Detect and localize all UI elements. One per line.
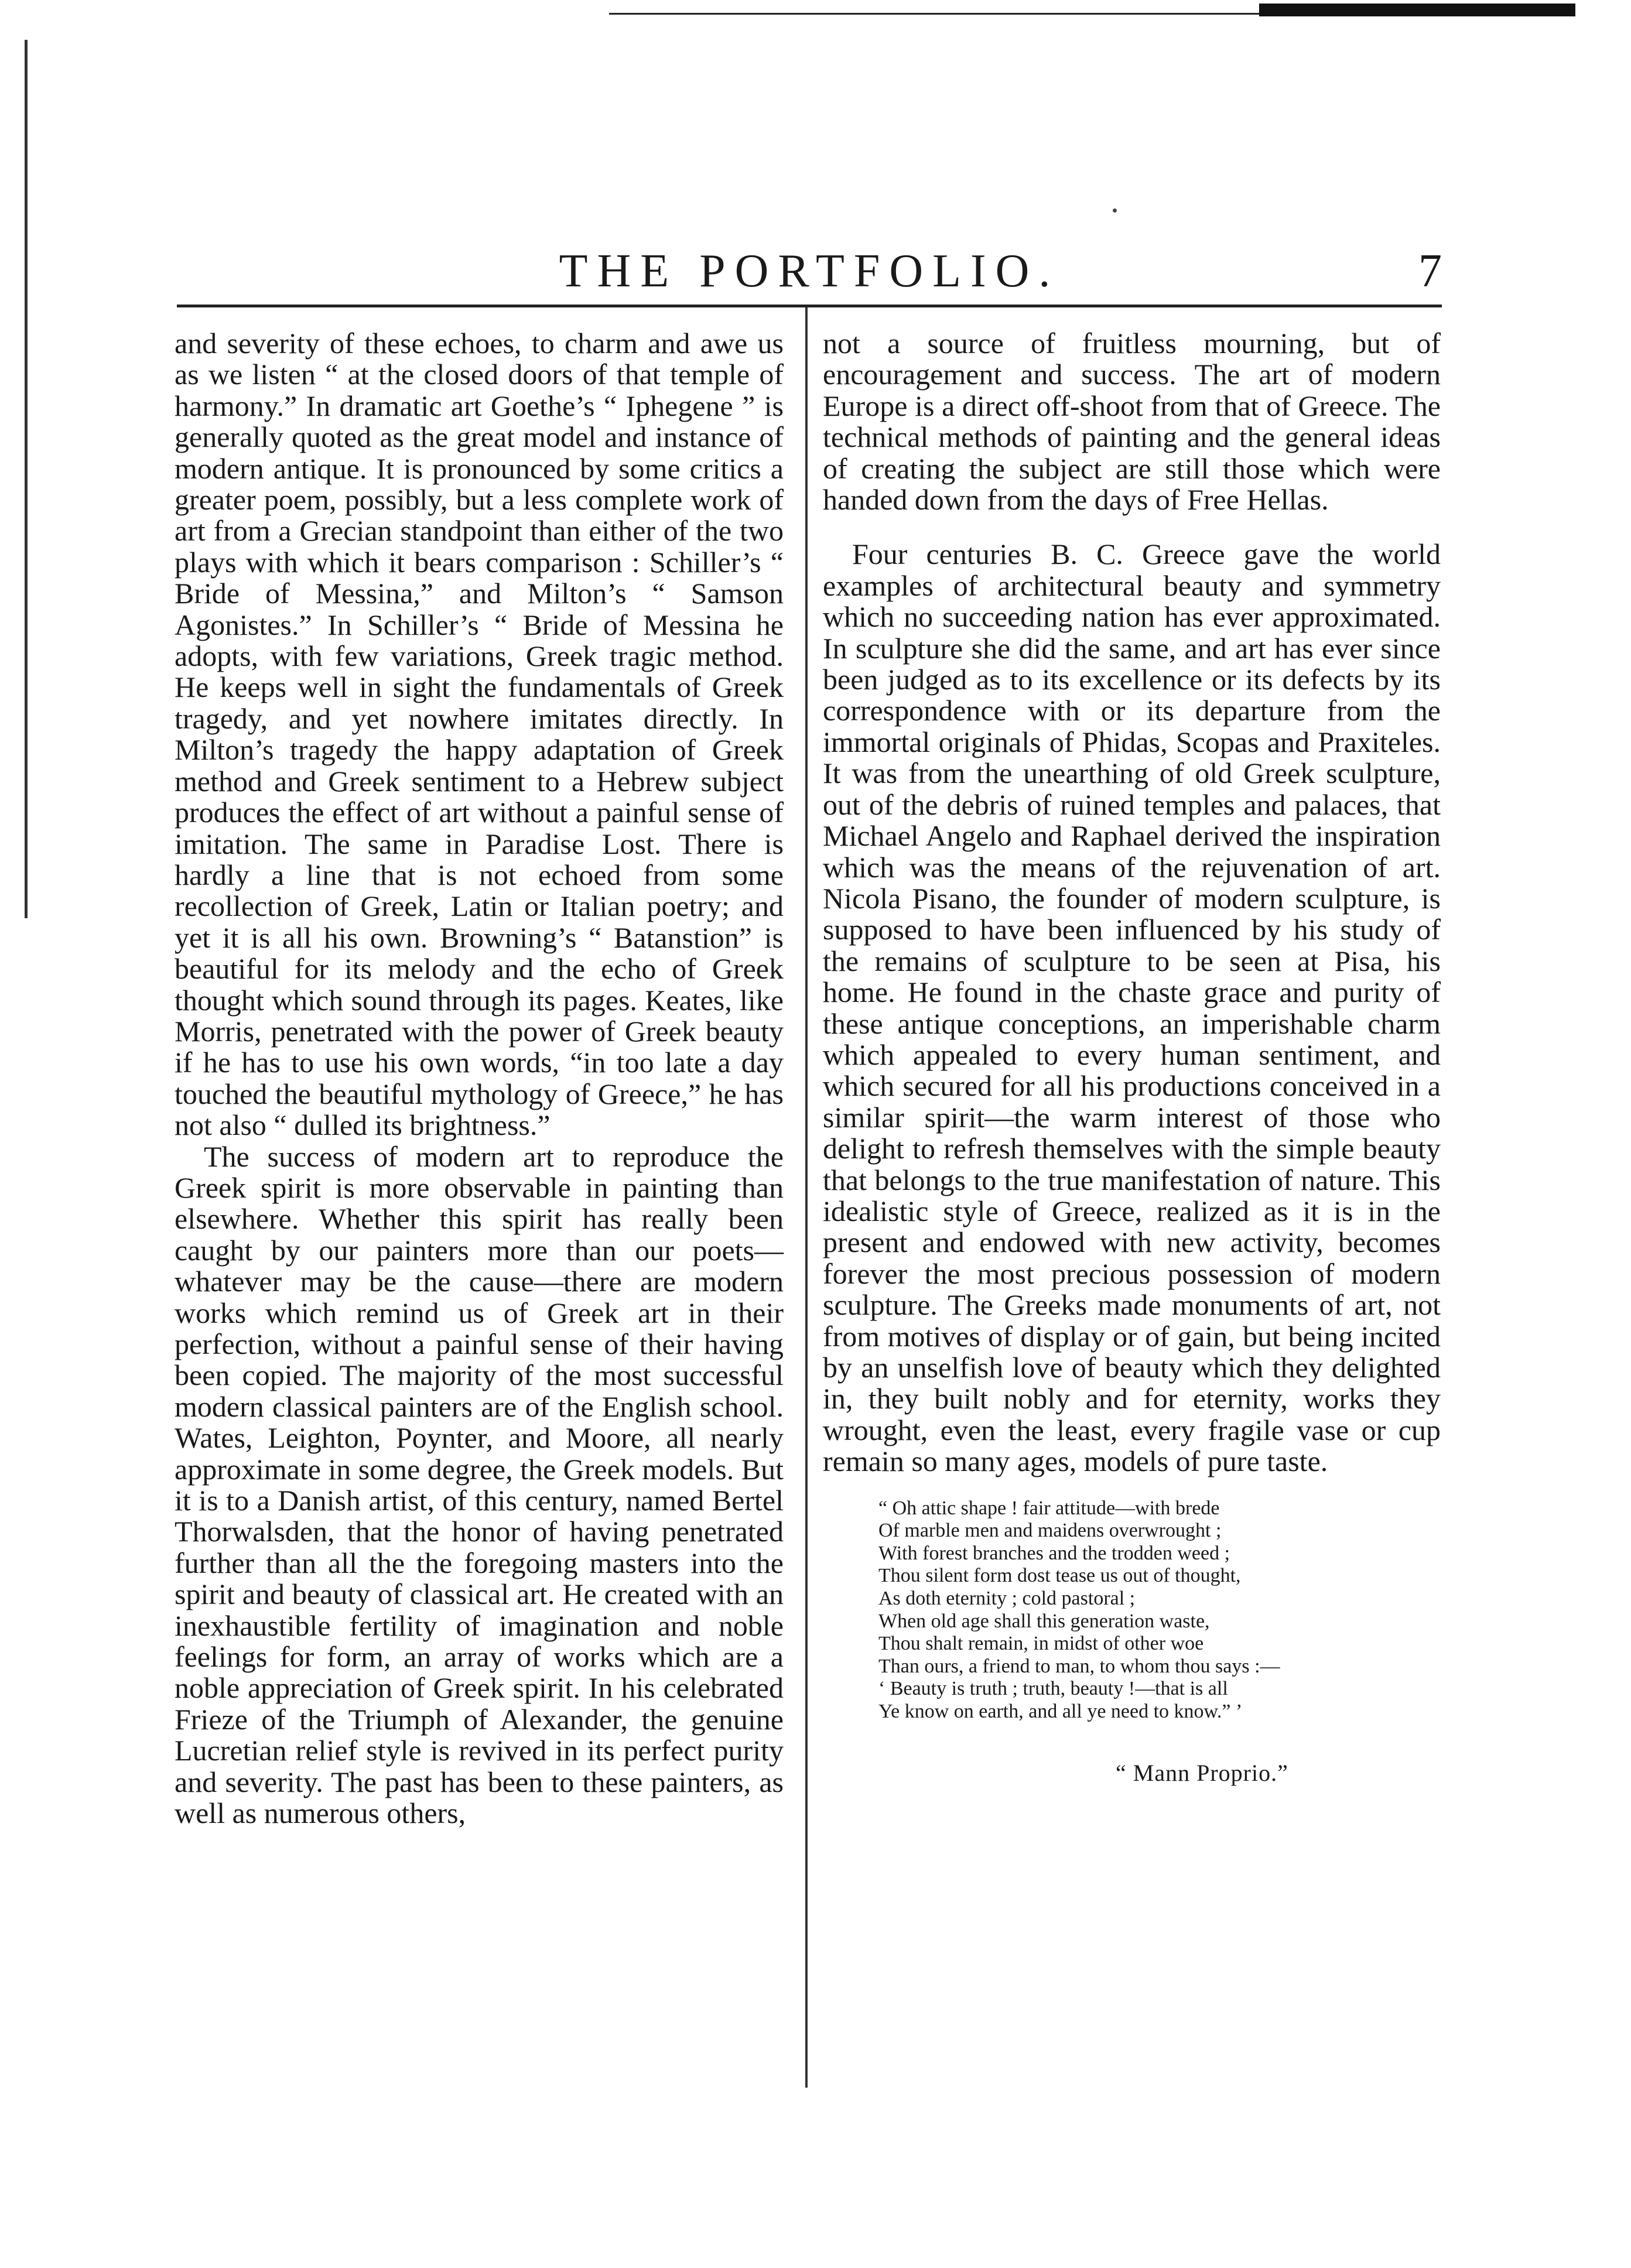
poem-line: “ Oh attic shape ! fair attitude—with brede bbox=[878, 1497, 1220, 1519]
poem-line: Thou shalt remain, in midst of other woe bbox=[878, 1633, 1204, 1655]
right-column bbox=[823, 328, 1441, 1788]
poem-line: Ye know on earth, and all ye need to know.” ’ bbox=[878, 1700, 1243, 1722]
stray-dot bbox=[1113, 208, 1117, 213]
running-title: THE PORTFOLIO. bbox=[559, 245, 1060, 297]
left-margin-mark bbox=[25, 40, 28, 918]
top-border-rule bbox=[609, 4, 1575, 16]
paragraph: The success of modern art to reproduce the Greek spirit is more observable in painting than elsewhere. Whether this spirit has really been caught by our painters more than our poets—whatever may be the cause—there are modern works which remind us of Greek art in their perfection, without a painful sense of their having been copied. The majority of the most successful modern classical painters are of the English school. Wates, Leighton, Poynter, and Moore, all nearly approximate in some degree, the Greek models. But it is to a Danish artist, of this century, named Bertel Thorwalsden, that the honor of having penetrated further than all the the foregoing masters into the spirit and beauty of classical art. He created with an inexhaustible fertility of imagination and noble feelings for form, an array of works which are a noble appreciation of Greek spirit. In his celebrated Frieze of the Triumph of Alexander, the genuine Lucretian relief style is revived in its perfect purity and severity. The past has been to these painters, as well as numerous others, bbox=[175, 1140, 784, 1830]
top-thick-bar bbox=[1259, 4, 1575, 16]
paragraph: and severity of these echoes, to charm and awe us as we listen “ at the closed doors of that temple of harmony.” In dramatic art Goethe’s “ Iphegene ” is generally quoted as the great model and instance of modern antique. It is pronounced by some critics a greater poem, possibly, but a less complete work of art from a Grecian standpoint than either of the two plays with which it bears comparison : Schiller’s “ Bride of Messina,” and Milton’s “ Samson Agonistes.” In Schiller’s “ Bride of Messina he adopts, with few variations, Greek tragic method. He keeps well in sight the fundamentals of Greek tragedy, and yet nowhere imitates directly. In Milton’s tragedy the happy adaptation of Greek method and Greek sentiment to a Hebrew subject produces the effect of art without a painful sense of imitation. The same in Paradise Lost. There is hardly a line that is not echoed from some recollection of Greek, Latin or Italian poetry; and yet it is all his own. Browning’s “ Batanstion” is beautiful for its melody and the echo of Greek thought which sound through its pages. Keates, like Morris, penetrated with the power of Greek beauty if he has to use his own words, “in too late a day touched the beautiful mythology of Greece,” he has not also “ dulled its brightness.” bbox=[175, 327, 784, 1142]
poem-line: Thou silent form dost tease us out of thought, bbox=[878, 1565, 1241, 1587]
header-rule bbox=[177, 305, 1442, 307]
poem-line: As doth eternity ; cold pastoral ; bbox=[878, 1588, 1136, 1609]
page-number: 7 bbox=[1418, 245, 1442, 297]
left-column bbox=[175, 328, 784, 1829]
paragraph: not a source of fruitless mourning, but of encouragement and success. The art of modern Europe is a direct off-shoot from that of Greece. The technical methods of painting and the general ideas of creating the subject are still those which were handed down from the days of Free Hellas. bbox=[823, 327, 1441, 516]
poem-line: ‘ Beauty is truth ; truth, beauty !—that is all bbox=[878, 1678, 1228, 1700]
poem-quotation bbox=[878, 1497, 1441, 1723]
column-divider bbox=[805, 307, 808, 2088]
poem-line: Than ours, a friend to man, to whom thou says :— bbox=[878, 1655, 1280, 1677]
poem-line: Of marble men and maidens overwrought ; bbox=[878, 1520, 1222, 1542]
poem-line: When old age shall this generation waste, bbox=[878, 1610, 1210, 1632]
poem-line: With forest branches and the trodden weed ; bbox=[878, 1542, 1230, 1564]
signature: “ Mann Proprio.” bbox=[1116, 1759, 1288, 1786]
page-header bbox=[177, 239, 1442, 309]
paragraph: Four centuries B. C. Greece gave the world examples of architectural beauty and symmetry which no succeeding nation has ever approximated. In sculpture she did the same, and art has ever since been judged as to its excellence or its defects by its correspondence with or its departure from the immortal originals of Phidas, Scopas and Praxiteles. It was from the unearthing of old Greek sculpture, out of the debris of ruined temples and palaces, that Michael Angelo and Raphael derived the inspiration which was the means of the rejuvenation of art. Nicola Pisano, the founder of modern sculpture, is supposed to have been influenced by his study of the remains of sculpture to be seen at Pisa, his home. He found in the chaste grace and purity of these antique conceptions, an imperishable charm which appealed to every human sentiment, and which secured for all his productions conceived in a similar spirit—the warm interest of those who delight to refresh themselves with the simple beauty that belongs to the true manifestation of nature. This idealistic style of Greece, realized as it is in the present and endowed with new activity, becomes forever the most precious possession of modern sculpture. The Greeks made monuments of art, not from motives of display or of gain, but being incited by an unselfish love of beauty which they delighted in, they built nobly and for eternity, works they wrought, even the least, every fragile vase or cup remain so many ages, models of pure taste. bbox=[823, 538, 1441, 1478]
